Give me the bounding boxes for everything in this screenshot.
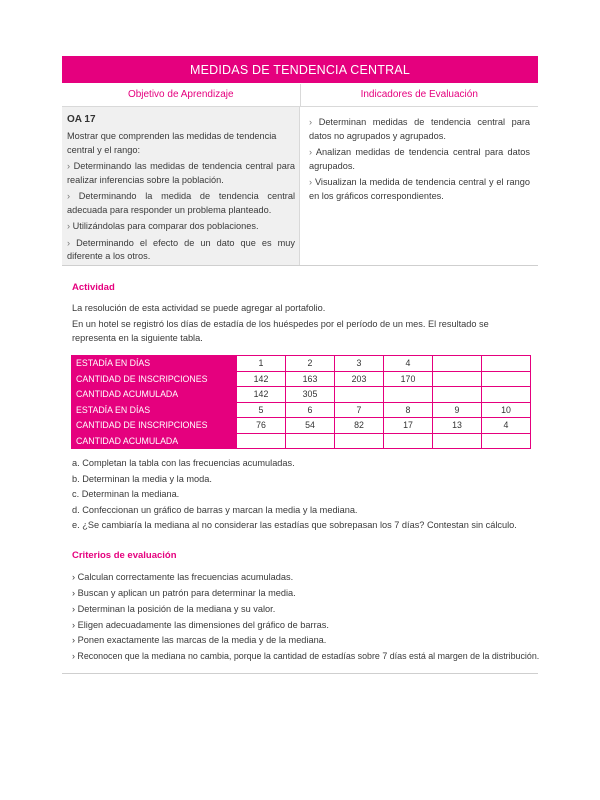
table-cell: 142 <box>237 371 286 387</box>
table-row <box>72 402 531 418</box>
indicator-bullet: › Determinan medidas de tendencia central para datos no agrupados y agrupados. <box>309 117 530 141</box>
table-cell: 1 <box>237 356 286 372</box>
criteria-item: › Ponen exactamente las marcas de la media y de la mediana. <box>72 635 327 645</box>
row-label: CANTIDAD ACUMULADA <box>72 387 237 403</box>
row-label: ESTADÍA EN DÍAS <box>72 402 237 418</box>
table-cell <box>482 356 531 372</box>
objective-column-header: Objetivo de Aprendizaje <box>62 84 301 106</box>
row-label: CANTIDAD DE INSCRIPCIONES <box>72 418 237 434</box>
table-cell: 54 <box>286 418 335 434</box>
table-cell <box>335 387 384 403</box>
table-cell: 170 <box>384 371 433 387</box>
row-label: ESTADÍA EN DÍAS <box>72 356 237 372</box>
activity-title: Actividad <box>72 282 115 293</box>
objective-cell <box>62 107 299 265</box>
table-cell: 305 <box>286 387 335 403</box>
table-cell <box>433 371 482 387</box>
divider <box>62 265 538 266</box>
task-item: b. Determinan la media y la moda. <box>72 474 212 484</box>
table-cell: 7 <box>335 402 384 418</box>
table-cell <box>433 387 482 403</box>
task-item: a. Completan la tabla con las frecuencias acumuladas. <box>72 458 295 468</box>
row-label: CANTIDAD ACUMULADA <box>72 433 237 449</box>
table-cell: 163 <box>286 371 335 387</box>
frequency-table <box>71 355 531 449</box>
divider <box>62 673 538 674</box>
table-cell <box>384 387 433 403</box>
table-cell <box>433 356 482 372</box>
objective-bullet: › Determinando las medidas de tendencia central para realizar inferencias sobre la población. <box>67 161 295 185</box>
table-cell: 5 <box>237 402 286 418</box>
table-row <box>72 418 531 434</box>
table-cell: 3 <box>335 356 384 372</box>
indicator-bullet: › Visualizan la medida de tendencia central y el rango en los gráficos correspondientes. <box>309 177 530 201</box>
task-item: e. ¿Se cambiaría la mediana al no considerar las estadías que sobrepasan los 7 días? Contestan sin cálculo. <box>72 520 517 530</box>
table-cell: 13 <box>433 418 482 434</box>
table-header-row <box>62 84 538 106</box>
criteria-item: › Buscan y aplican un patrón para determinar la media. <box>72 588 296 598</box>
table-cell <box>482 433 531 449</box>
criteria-item: › Eligen adecuadamente las dimensiones del gráfico de barras. <box>72 620 329 630</box>
row-label: CANTIDAD DE INSCRIPCIONES <box>72 371 237 387</box>
objective-indicators-row <box>62 107 538 265</box>
table-row <box>72 387 531 403</box>
table-cell <box>482 371 531 387</box>
task-item: c. Determinan la mediana. <box>72 489 180 499</box>
activity-paragraph: En un hotel se registró los días de estadía de los huéspedes por el período de un mes. El resultado se representa en la siguiente tabla. <box>72 319 489 343</box>
criteria-item: › Reconocen que la mediana no cambia, porque la cantidad de estadías sobre 7 días está al margen de la distribución. <box>72 651 540 661</box>
table-cell <box>335 433 384 449</box>
indicators-cell <box>299 107 538 265</box>
table-cell: 203 <box>335 371 384 387</box>
table-cell <box>482 387 531 403</box>
task-item: d. Confeccionan un gráfico de barras y marcan la media y la mediana. <box>72 505 358 515</box>
table-row <box>72 356 531 372</box>
objective-bullet: › Determinando el efecto de un dato que es muy diferente a los otros. <box>67 237 295 261</box>
objective-bullet: › Determinando la medida de tendencia central adecuada para responder un problema planteado. <box>67 191 295 215</box>
criteria-title: Criterios de evaluación <box>72 550 177 561</box>
table-cell: 10 <box>482 402 531 418</box>
table-cell: 4 <box>384 356 433 372</box>
criteria-item: › Calculan correctamente las frecuencias acumuladas. <box>72 572 294 582</box>
table-cell: 6 <box>286 402 335 418</box>
table-cell <box>286 433 335 449</box>
table-cell: 4 <box>482 418 531 434</box>
page-title: MEDIDAS DE TENDENCIA CENTRAL <box>62 56 538 83</box>
activity-paragraph: La resolución de esta actividad se puede agregar al portafolio. <box>72 303 326 313</box>
table-cell: 82 <box>335 418 384 434</box>
table-cell <box>433 433 482 449</box>
table-cell <box>237 433 286 449</box>
objective-bullet: › Utilizándolas para comparar dos poblaciones. <box>67 221 259 231</box>
table-cell: 142 <box>237 387 286 403</box>
objective-intro: Mostrar que comprenden las medidas de tendencia central y el rango: <box>67 131 277 155</box>
table-cell: 9 <box>433 402 482 418</box>
table-cell: 17 <box>384 418 433 434</box>
table-cell <box>384 433 433 449</box>
indicator-bullet: › Analizan medidas de tendencia central para datos agrupados. <box>309 147 530 171</box>
table-row <box>72 371 531 387</box>
table-cell: 8 <box>384 402 433 418</box>
objective-code: OA 17 <box>67 114 96 125</box>
criteria-item: › Determinan la posición de la mediana y su valor. <box>72 604 276 614</box>
table-cell: 76 <box>237 418 286 434</box>
table-row <box>72 433 531 449</box>
indicators-column-header: Indicadores de Evaluación <box>360 89 478 100</box>
table-cell: 2 <box>286 356 335 372</box>
